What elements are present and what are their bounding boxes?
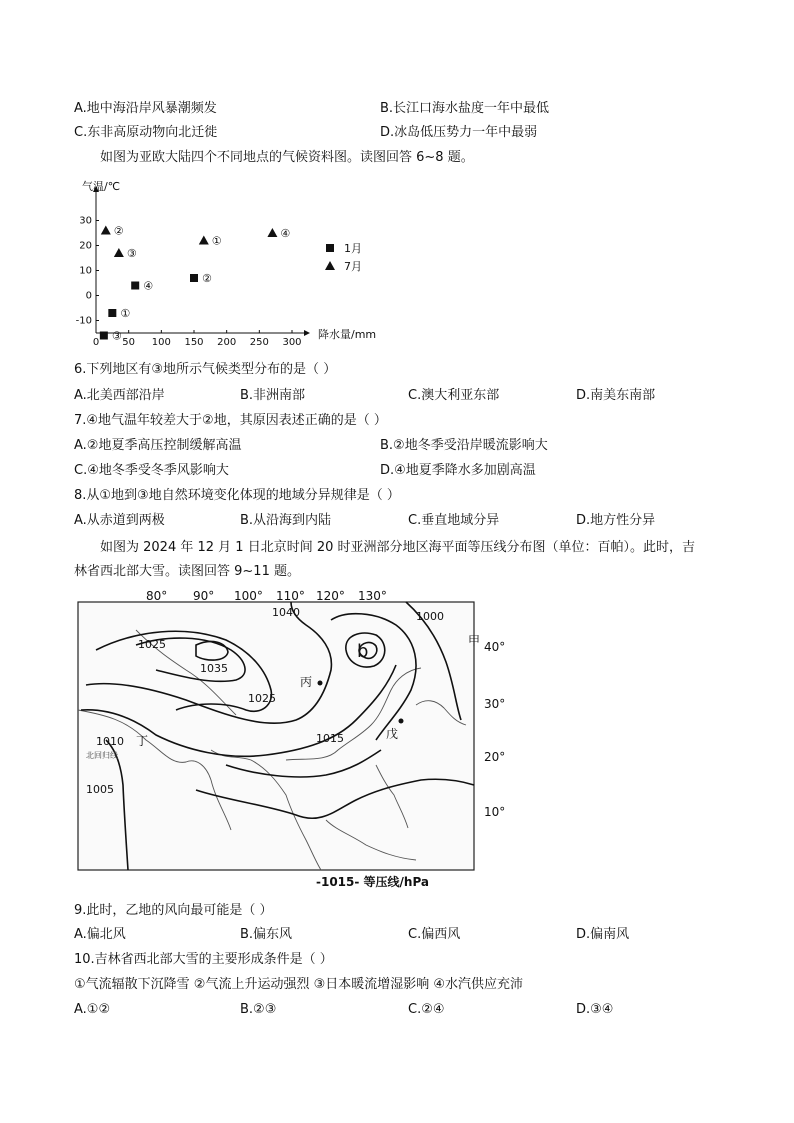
q8-option-a: A.从赤道到两极 xyxy=(74,513,165,528)
lat-label: 40° xyxy=(484,640,506,654)
legend-jan-label: 1月 xyxy=(344,242,362,255)
y-tick-label: 0 xyxy=(85,290,92,302)
january-point xyxy=(190,274,198,282)
q5-option-d: D.冰岛低压势力一年中最弱 xyxy=(380,125,538,140)
q9-option-b: B.偏东风 xyxy=(240,927,293,942)
q8-option-b: B.从沿海到内陆 xyxy=(240,513,332,528)
tropic-label: 北回归线 xyxy=(86,751,118,760)
point-label: ③ xyxy=(111,329,122,343)
x-tick-label: 200 xyxy=(217,337,237,348)
january-point xyxy=(108,309,116,317)
isobar-label: 1040 xyxy=(272,606,300,619)
ding-label: 丁 xyxy=(136,734,149,748)
q7-option-b: B.②地冬季受沿岸暖流影响大 xyxy=(380,438,548,453)
q5-option-b: B.长江口海水盐度一年中最低 xyxy=(380,101,550,116)
isobar-map xyxy=(76,589,506,890)
isobar-label: 1035 xyxy=(200,662,228,675)
lat-label: 30° xyxy=(484,697,506,711)
x-tick-label: 50 xyxy=(122,337,136,348)
y-tick-label: 10 xyxy=(79,265,92,277)
q10-option-b: B.②③ xyxy=(240,1002,277,1017)
wu-label: 戊 xyxy=(386,727,399,741)
q6-option-b: B.非洲南部 xyxy=(240,388,306,403)
q5-option-c: C.东非高原动物向北迁徙 xyxy=(74,125,218,140)
x-tick-label: 100 xyxy=(151,337,171,348)
intro-9-11-line1: 如图为 2024 年 12 月 1 日北京时间 20 时亚洲部分地区海平面等压线分布图（单位：百帕）。此时，吉 xyxy=(100,540,695,555)
january-point xyxy=(131,282,139,290)
legend-jul-marker xyxy=(325,261,335,270)
july-point xyxy=(101,226,111,235)
q10-option-a: A.①② xyxy=(74,1002,111,1017)
y-tick-label: 30 xyxy=(79,215,92,227)
q6-stem: 6.下列地区有③地所示气候类型分布的是（ ） xyxy=(74,362,337,377)
q8-option-c: C.垂直地域分异 xyxy=(408,513,500,528)
y-axis-title: 气温/℃ xyxy=(82,180,121,193)
lon-label: 130° xyxy=(358,589,387,603)
point-label: ③ xyxy=(126,247,137,260)
point-label: ④ xyxy=(280,227,291,240)
legend-jan-marker xyxy=(326,244,334,252)
bing-dot xyxy=(318,681,323,686)
q7-option-d: D.④地夏季降水多加剧高温 xyxy=(380,463,536,478)
q7-option-c: C.④地冬季受冬季风影响大 xyxy=(74,463,229,478)
point-label: ④ xyxy=(143,279,154,293)
point-label: ① xyxy=(120,307,131,320)
x-axis-arrow xyxy=(304,330,310,336)
legend-jul-label: 7月 xyxy=(344,260,362,273)
lat-label: 10° xyxy=(484,805,506,819)
y-tick-label: -10 xyxy=(75,315,92,327)
point-label: ② xyxy=(113,224,124,238)
x-tick-label: 0 xyxy=(92,337,100,348)
q5-option-a: A.地中海沿岸风暴潮频发 xyxy=(74,101,217,116)
bing-label: 丙 xyxy=(300,675,313,689)
q8-option-d: D.地方性分异 xyxy=(576,513,656,528)
wu-dot xyxy=(399,719,404,724)
x-tick-label: 250 xyxy=(249,337,269,348)
x-axis-title: 降水量/mm xyxy=(318,328,377,341)
isobar-label: 1000 xyxy=(416,610,444,623)
lon-label: 100° xyxy=(234,589,263,603)
y-tick-label: 20 xyxy=(79,240,92,252)
isobar-label: 1010 xyxy=(96,735,124,748)
july-point xyxy=(114,248,124,257)
x-tick-label: 300 xyxy=(282,337,302,348)
lon-label: 80° xyxy=(146,589,168,603)
climate-scatter-chart xyxy=(72,178,377,348)
july-point xyxy=(199,236,209,245)
isobar-label: 1025 xyxy=(248,692,276,705)
q6-option-c: C.澳大利亚东部 xyxy=(408,388,500,403)
latitude-labels xyxy=(484,640,505,819)
q7-stem: 7.④地气温年较差大于②地，其原因表述正确的是（ ） xyxy=(74,413,387,428)
map-legend: -1015- 等压线/hPa xyxy=(316,875,430,889)
q9-option-d: D.偏南风 xyxy=(576,927,630,942)
lat-label: 20° xyxy=(484,750,506,764)
isobar-label: 1025 xyxy=(138,638,166,651)
q10-option-d: D.③④ xyxy=(576,1002,614,1017)
x-tick-label: 150 xyxy=(184,337,204,348)
lon-label: 90° xyxy=(193,589,215,603)
point-label: ② xyxy=(202,272,212,285)
lon-label: 110° xyxy=(276,589,305,603)
q9-stem: 9.此时，乙地的风向最可能是（ ） xyxy=(74,903,273,918)
intro-6-8: 如图为亚欧大陆四个不同地点的气候资料图。读图回答 6~8 题。 xyxy=(100,150,474,165)
q10-option-c: C.②④ xyxy=(408,1002,445,1017)
q9-option-c: C.偏西风 xyxy=(408,927,461,942)
q10-stem: 10.吉林省西北部大雪的主要形成条件是（ ） xyxy=(74,952,333,967)
q10-conditions: ①气流辐散下沉降雪 ②气流上升运动强烈 ③日本暖流增湿影响 ④水汽供应充沛 xyxy=(74,977,524,992)
q6-option-d: D.南美东南部 xyxy=(576,388,656,403)
isobar-label: 1015 xyxy=(316,732,344,745)
intro-9-11-line2: 林省西北部大雪。读图回答 9~11 题。 xyxy=(74,564,300,579)
point-label: ① xyxy=(211,234,222,248)
july-point xyxy=(267,228,277,237)
center-b-label: b xyxy=(357,641,369,662)
isobar-label: 1005 xyxy=(86,783,114,796)
q8-stem: 8.从①地到③地自然环境变化体现的地域分异规律是（ ） xyxy=(74,488,400,503)
q6-option-a: A.北美西部沿岸 xyxy=(74,388,165,403)
longitude-labels xyxy=(146,589,387,603)
jia-label: 甲 xyxy=(468,634,481,648)
q7-option-a: A.②地夏季高压控制缓解高温 xyxy=(74,438,242,453)
q9-option-a: A.偏北风 xyxy=(74,927,126,942)
lon-label: 120° xyxy=(316,589,345,603)
january-point xyxy=(100,332,108,340)
